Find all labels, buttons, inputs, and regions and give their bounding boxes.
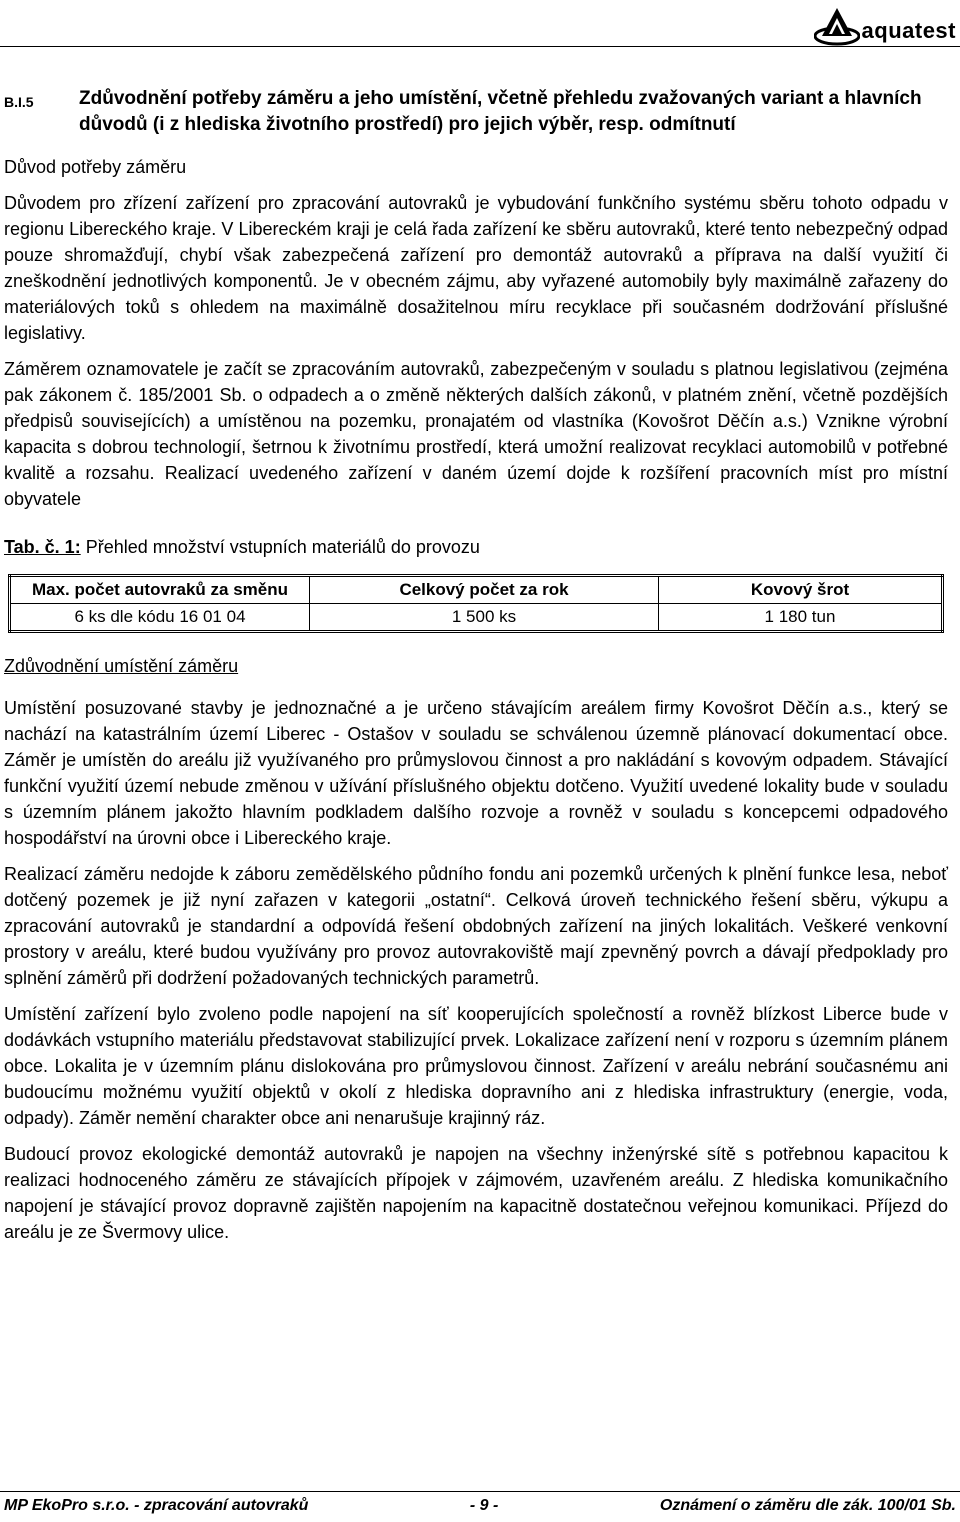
page-number: - 9 - [469,1497,499,1514]
location-paragraph-3: Umístění zařízení bylo zvoleno podle napojení na síť kooperujících společností a rovněž blízkost Liberce bude v dodávkách vstupního materiálu představovat stabilizující prvek. Lokalizace zařízení není v rozporu s územním plánem obce. Lokalita je v územním plánu dislokována pro průmyslovou činnost. Zařízení v areálu nebrání současnému ani budoucímu možnému využití objektů v okolí z hlediska dopravního ani z hlediska infrastruktury (energie, voda, odpady). Záměr nemění charakter obce ani nenarušuje krajinný ráz. [4,1004,948,1128]
table-caption-text: Přehled množství vstupních materiálů do provozu [80,537,480,557]
table-caption-prefix: Tab. č. 1: [4,537,81,557]
location-paragraph-4: Budoucí provoz ekologické demontáž autovraků je napojen na všechny inženýrské sítě s potřebnou kapacitou k realizaci hodnoceného záměru ze stávajících přípojek v zájmovém, uzavřeném areálu. Z hlediska komunikačního napojení je stávající provoz dopravně zajištěn napojením na kapacitně dostatečnou veřejnou komunikaci. Příjezd do areálu je ze Švermovy ulice. [4,1144,948,1242]
page-footer [4,1496,956,1516]
table-header-cell: Celkový počet za rok [310,576,659,604]
footer-left: MP EkoPro s.r.o. - zpracování autovraků [4,1497,309,1514]
need-heading: Důvod potřeby záměru [4,157,187,177]
location-heading: Zdůvodnění umístění záměru [4,656,239,676]
footer-rule [0,1491,960,1492]
input-materials-table [8,574,944,633]
table-cell: 1 500 ks [310,604,659,632]
need-paragraph-1: Důvodem pro zřízení zařízení pro zpracování autovraků je vybudování funkčního systému sběru tohoto odpadu v regionu Libereckého kraje. V Libereckém kraji je celá řada zařízení ke sběru autovraků, které tento nebezpečný odpad pouze shromažďují, chybí však zabezpečená zařízení pro demontáž autovraků a příprava na další využití či zneškodnění jednotlivých komponentů. Je v obecném zájmu, aby vyřazené automobily byly maximálně zařazeny do materiálových toků s ohledem na maximálně dosažitelnou míru recyklace při současném dodržování příslušné legislativy. [4,193,948,343]
table-caption [4,534,948,560]
section-heading [4,86,948,138]
table-header-row [10,576,943,604]
aquatest-logo-icon [814,6,860,46]
table-cell: 1 180 tun [659,604,943,632]
page-header [0,0,960,50]
logo-text: aquatest [861,18,956,43]
section-title: Zdůvodnění potřeby záměru a jeho umístění, včetně přehledu zvažovaných variant a hlavních důvodů (i z hlediska životního prostředí) pro jejich výběr, resp. odmítnutí [79,88,922,135]
aquatest-logo [814,2,956,46]
header-rule [0,46,960,47]
document-body [4,86,948,1245]
section-number: B.I.5 [4,94,34,110]
location-paragraph-2: Realizací záměru nedojde k záboru zemědělského půdního fondu ani pozemků určených k plnění funkce lesa, neboť dotčený pozemek je již nyní zařazen v kategorii „ostatní“. Celková úroveň technického řešení sběru, výkupu a zpracování autovraků je standardní a odpovídá řešení obdobných zařízení na jiných lokalitách. Veškeré venkovní prostory v areálu, které budou využívány pro provoz autovrakoviště mají zpevněný povrch a dávají předpoklady pro splnění záměrů při dodržení požadovaných technických parametrů. [4,864,948,988]
table-header-cell: Kovový šrot [659,576,943,604]
need-paragraph-2: Záměrem oznamovatele je začít se zpracováním autovraků, zabezpečeným v souladu s platnou legislativou (zejména pak zákonem č. 185/2001 Sb. o odpadech a o změně některých dalších zákonů, v platném znění, včetně pozdějších předpisů souvisejících) a umístěnou na pozemku, pronajatém od vlastníka (Kovošrot Děčín a.s.) Vznikne výrobní kapacita s dobrou technologií, šetrnou k životnímu prostředí, která umožní realizovat recyklaci automobilů v potřebné kvalitě a rozsahu. Realizací uvedeného zařízení v daném území dojde k rozšíření pracovních míst pro místní obyvatele [4,359,948,509]
table-header-cell: Max. počet autovraků za směnu [10,576,310,604]
footer-right: Oznámení o záměru dle zák. 100/01 Sb. [659,1497,956,1514]
location-paragraph-1: Umístění posuzované stavby je jednoznačné a je určeno stávajícím areálem firmy Kovošrot Děčín a.s., který se nachází na katastrálním území Liberec - Ostašov v souladu se schválenou územně plánovací dokumentací obce. Záměr je umístěn do areálu již využívaného pro průmyslovou činnost a pro nakládání s kovovým odpadem. Stávající funkční využití území nebude změnou v užívání příslušného objektu dotčeno. Využití uvedené lokality bude v souladu s územním plánem jakožto hlavním podkladem dalšího rozvoje a rovněž v souladu s koncepcemi odpadového hospodářství na úrovni obce i Libereckého kraje. [4,698,948,848]
table-row [10,604,943,632]
table-cell: 6 ks dle kódu 16 01 04 [10,604,310,632]
